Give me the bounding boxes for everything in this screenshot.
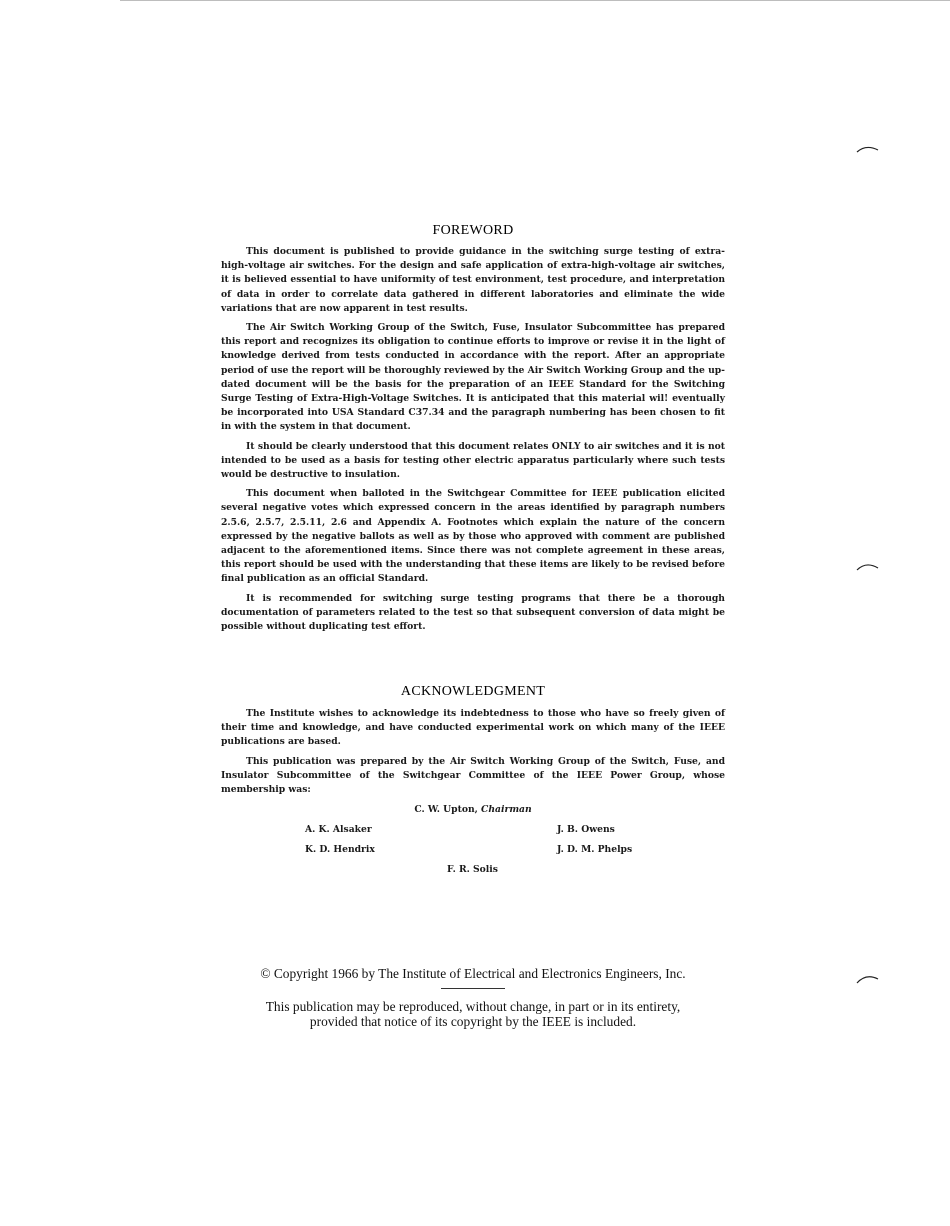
foreword-paragraph: This document is published to provide guidance in the switching surge testing of extra-high-voltage air switches. For the design and safe application of extra-high-voltage air switches, it is believed essential to have uniformity of test environment, test procedure, and interpretation of data in order to correlate data gathered in different laboratories and eliminate the wide variations that are now apparent in test results.	[221, 246, 725, 314]
member-name: J. B. Owens	[557, 824, 615, 835]
chairman-name: C. W. Upton,	[414, 804, 478, 815]
page-edge-mark-icon	[856, 973, 880, 985]
page-edge-mark-icon	[856, 144, 880, 156]
acknowledgment-paragraph: This publication was prepared by the Air Switch Working Group of the Switch, Fuse, and Insulator Subcommittee of the Switchgear Committee of the IEEE Power Group, whose membership was:	[221, 755, 725, 796]
acknowledgment-paragraph: The Institute wishes to acknowledge its indebtedness to those who have so freely given of their time and knowledge, and have conducted experimental work on which many of the IEEE publications are based.	[221, 708, 725, 748]
foreword-paragraph: The Air Switch Working Group of the Switch, Fuse, Insulator Subcommittee has prepared this report and recognizes its obligation to continue efforts to improve or revise it in the light of knowledge derived from tests conducted in accordance with the report. After an appropriate period of use the report will be thoroughly reviewed by the Air Switch Working Group and the up-dated document will be the basis for the preparation of an IEEE Standard for the Switching Surge Testing of Extra-High-Voltage Switches. It is anticipated that this material wil! eventually be incorporated into USA Standard C37.34 and the paragraph numbering has been chosen to fit in with the system in that document.	[221, 322, 725, 433]
chairman-line	[221, 804, 725, 815]
copyright-divider	[441, 988, 505, 989]
notice-line: provided that notice of its copyright by the IEEE is included.	[309, 1014, 637, 1029]
foreword-paragraph: It should be clearly understood that this document relates ONLY to air switches and it is not intended to be used as a basis for testing other electric apparatus particularly where such tests would be destructive to insulation.	[221, 440, 725, 481]
member-name: A. K. Alsaker	[305, 824, 372, 835]
acknowledgment-title: ACKNOWLEDGMENT	[400, 684, 546, 699]
page-edge-mark-icon	[856, 561, 880, 573]
reproduction-notice	[190, 999, 756, 1029]
foreword-body	[221, 245, 725, 639]
notice-line: This publication may be reproduced, without change, in part or in its entirety,	[265, 999, 681, 1014]
foreword-title: FOREWORD	[432, 223, 514, 238]
foreword-paragraph: This document when balloted in the Switchgear Committee for IEEE publication elicited several negative votes which expressed concern in the areas identified by paragraph numbers 2.5.6, 2.5.7, 2.5.11, 2.6 and Appendix A. Footnotes which explain the nature of the concern expressed by the negative ballots as well as by those who approved with comment are published adjacent to the aforementioned items. Since there was not complete agreement in these areas, this report should be used with the understanding that these items are likely to be revised before final publication as an official Standard.	[221, 488, 725, 585]
copyright-line: © Copyright 1966 by The Institute of Electrical and Electronics Engineers, Inc.	[260, 966, 686, 981]
page-top-edge	[120, 0, 950, 1]
member-name: J. D. M. Phelps	[557, 844, 633, 855]
chairman-role: Chairman	[481, 804, 532, 815]
member-name: K. D. Hendrix	[305, 844, 375, 855]
member-name: F. R. Solis	[447, 864, 498, 875]
foreword-paragraph: It is recommended for switching surge testing programs that there be a thorough documentation of parameters related to the test so that subsequent conversion of data might be possible without duplicating test effort.	[221, 592, 725, 633]
acknowledgment-body	[221, 707, 725, 802]
